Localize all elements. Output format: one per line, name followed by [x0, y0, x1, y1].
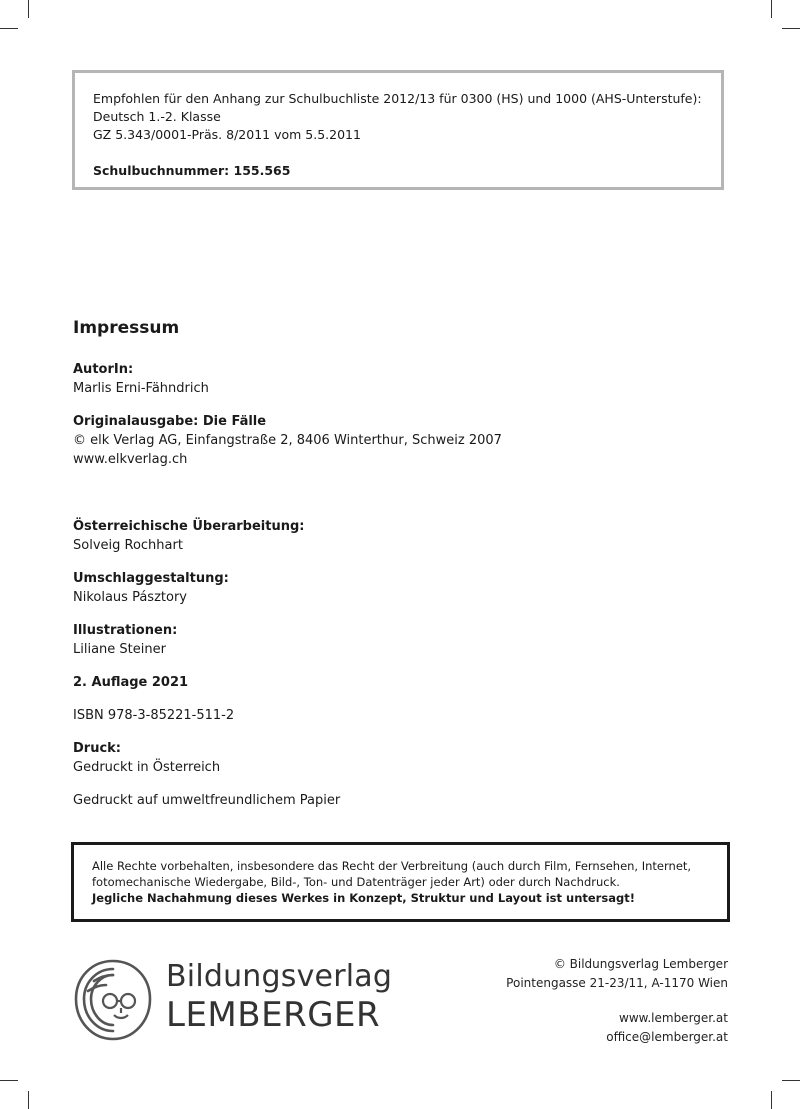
logo-line-1: Bildungsverlag — [166, 959, 393, 994]
rights-line: fotomechanische Wiedergabe, Bild-, Ton- und Datenträger jeder Art) oder durch Nachdruck. — [92, 875, 620, 889]
cover-block — [73, 569, 733, 607]
cover-label: Umschlaggestaltung: — [73, 571, 229, 586]
isbn-block — [73, 706, 733, 725]
lion-icon — [70, 955, 156, 1045]
logo-wordmark — [166, 959, 392, 1035]
publisher-contact — [506, 955, 728, 1047]
illustrations-name: Liliane Steiner — [73, 642, 166, 657]
imprint-title: Impressum — [73, 318, 180, 338]
publisher-copyright: © Bildungsverlag Lemberger — [553, 957, 728, 971]
approval-line: GZ 5.343/0001-Präs. 8/2011 vom 5.5.2011 — [93, 127, 361, 142]
isbn: ISBN 978-3-85221-511-2 — [73, 708, 235, 723]
cover-name: Nikolaus Pásztory — [73, 590, 187, 605]
original-url: www.elkverlag.ch — [73, 452, 188, 467]
austrian-revision-label: Österreichische Überarbeitung: — [73, 519, 305, 534]
publisher-email[interactable]: office@lemberger.at — [606, 1030, 728, 1044]
austrian-revision-block — [73, 517, 733, 555]
crop-mark — [782, 28, 800, 29]
illustrations-label: Illustrationen: — [73, 623, 178, 638]
approval-box — [72, 70, 724, 190]
original-edition-block — [73, 412, 733, 469]
approval-line: Empfohlen für den Anhang zur Schulbuchliste 2012/13 für 0300 (HS) und 1000 (AHS-Unterstufe): — [93, 91, 702, 106]
author-block — [73, 360, 733, 398]
rights-line: Alle Rechte vorbehalten, insbesondere das Recht der Verbreitung (auch durch Film, Fernsehen, Internet, — [92, 859, 692, 873]
approval-line: Deutsch 1.-2. Klasse — [93, 109, 221, 124]
original-edition-label: Originalausgabe: Die Fälle — [73, 414, 267, 429]
print-label: Druck: — [73, 741, 122, 756]
crop-mark — [0, 1080, 18, 1081]
paper-note: Gedruckt auf umweltfreundlichem Papier — [73, 793, 341, 808]
author-name: Marlis Erni-Fähndrich — [73, 381, 209, 396]
author-label: AutorIn: — [73, 362, 134, 377]
austrian-revision-name: Solveig Rochhart — [73, 538, 183, 553]
crop-mark — [0, 28, 18, 29]
print-location: Gedruckt in Österreich — [73, 760, 221, 775]
crop-mark — [771, 1091, 772, 1109]
crop-mark — [28, 1091, 29, 1109]
crop-mark — [28, 0, 29, 18]
publisher-logo — [70, 955, 393, 1045]
rights-box — [71, 842, 730, 922]
publisher-address: Pointengasse 21-23/11, A-1170 Wien — [506, 976, 728, 990]
publisher-website[interactable]: www.lemberger.at — [619, 1011, 728, 1025]
logo-line-2: LEMBERGER — [166, 995, 381, 1035]
crop-mark — [771, 0, 772, 18]
paper-block — [73, 791, 733, 810]
original-publisher: © elk Verlag AG, Einfangstraße 2, 8406 Winterthur, Schweiz 2007 — [73, 433, 502, 448]
crop-mark — [782, 1080, 800, 1081]
illustrations-block — [73, 621, 733, 659]
print-block — [73, 739, 733, 777]
edition-block — [73, 673, 733, 692]
rights-warning: Jegliche Nachahmung dieses Werkes in Konzept, Struktur und Layout ist untersagt! — [92, 891, 635, 905]
edition: 2. Auflage 2021 — [73, 675, 189, 690]
schoolbook-number: Schulbuchnummer: 155.565 — [93, 163, 291, 178]
imprint-section — [73, 316, 733, 824]
